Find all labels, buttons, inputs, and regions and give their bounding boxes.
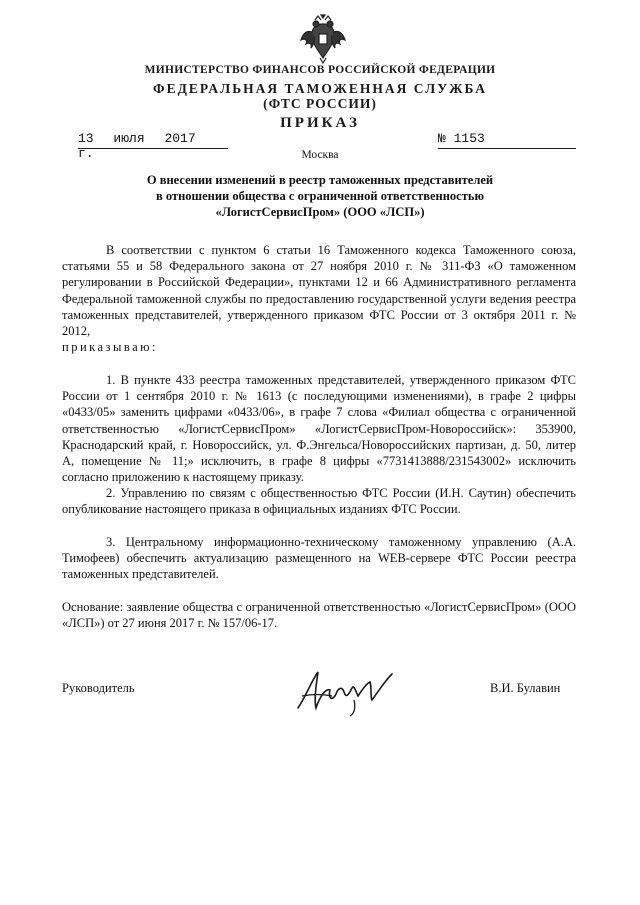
- handwritten-signature: [292, 666, 400, 718]
- title-line-1: О внесении изменений в реестр таможенных представителей: [146, 173, 494, 187]
- order-number: № 1153: [438, 131, 485, 146]
- order-city: Москва: [301, 149, 339, 161]
- date-day: 13: [78, 131, 94, 146]
- item-3-paragraph: 3. Центральному информационно-техническому таможенному управлению (А.А. Тимофеев) обеспечить актуализацию размещенного на WEB-сервере ФТС России реестра таможенных представителей.: [62, 535, 576, 582]
- basis-paragraph: Основание: заявление общества с ограниченной ответственностью «ЛогистСервисПром» (ООО «ЛСП») от 27 июня 2017 г. № 157/06-17.: [62, 600, 576, 631]
- service-name: ФЕДЕРАЛЬНАЯ ТАМОЖЕННАЯ СЛУЖБА: [153, 81, 487, 96]
- item-1-paragraph: 1. В пункте 433 реестра таможенных представителей, утвержденного приказом ФТС России от 1 сентября 2010 г. № 1613 (с последующими изменениями), в графе 2 цифры «0433/05» заменить цифрами «0433/06», в графе 7 слова «Филиал общества с ограниченной ответственностью «ЛогистСервисПром» «ЛогистСервисПром-Новороссийск»: 353900, Краснодарский край, г. Новороссийск, ул. Ф.Энгельса/Новороссийских партизан, д. 50, литер А, помещение № 11;» исключить, в графе 8 цифры «7731413888/231543002» исключить согласно приложению к настоящему приказу.: [62, 373, 576, 485]
- title-line-2: в отношении общества с ограниченной ответственностью: [155, 189, 485, 203]
- preamble-paragraph: [62, 242, 576, 355]
- service-abbreviation: (ФТС РОССИИ): [263, 96, 377, 111]
- preamble-text: В соответствии с пунктом 6 статьи 16 Таможенного кодекса Таможенного союза, статьями 55 и 58 Федерального закона от 27 ноября 2010 г. № 311-ФЗ «О таможенном регулировании в Российской Федерации», пунктами 12 и 66 Административного регламента Федеральной таможенной службы по предоставлению государственной услуги ведения реестра таможенных представителей, утвержденного приказом ФТС России от 3 октября 2011 г. № 2012,: [62, 243, 576, 339]
- signatory-name: В.И. Булавин: [490, 681, 561, 695]
- document-type: ПРИКАЗ: [280, 115, 360, 131]
- date-year: 2017 г.: [78, 131, 196, 161]
- signatory-position: Руководитель: [62, 681, 135, 695]
- date-month: июля: [113, 131, 145, 146]
- order-title: [60, 172, 580, 220]
- order-date: [78, 131, 228, 161]
- order-directive: приказываю:: [62, 340, 158, 355]
- coat-of-arms-icon: [300, 14, 346, 64]
- item-2-paragraph: 2. Управлению по связям с общественностью ФТС России (И.Н. Саутин) обеспечить опубликование настоящего приказа в официальных изданиях ФТС России.: [62, 486, 576, 517]
- ministry-name: МИНИСТЕРСТВО ФИНАНСОВ РОССИЙСКОЙ ФЕДЕРАЦИИ: [144, 64, 496, 76]
- title-line-3: «ЛогистСервисПром» (ООО «ЛСП»): [215, 205, 425, 219]
